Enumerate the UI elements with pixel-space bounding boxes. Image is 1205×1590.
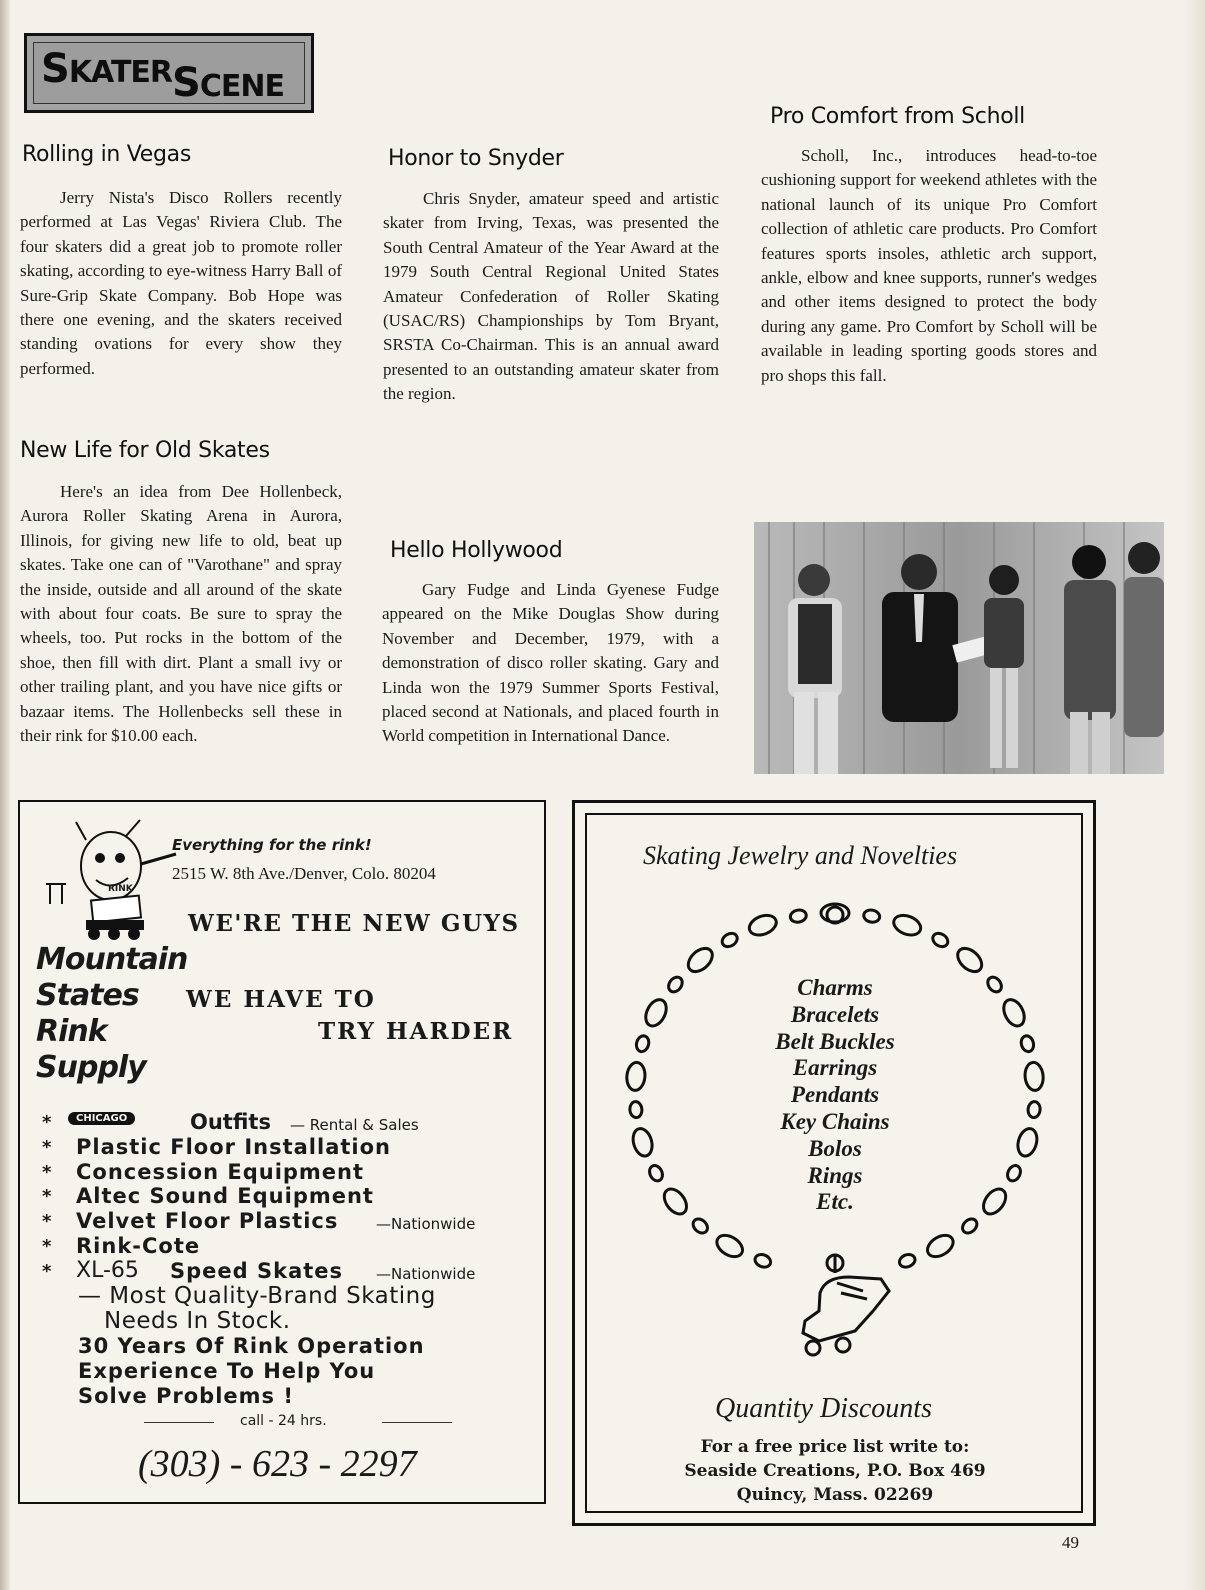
jewelry-item: Pendants [790,1082,880,1108]
chain-link [930,931,950,950]
ad-mountain-states-rink-supply [18,800,546,1504]
rink-line-outfits: Outfits [190,1110,271,1134]
chain-link [1019,1034,1035,1053]
rink-line-plastic-floor: Plastic Floor Installation [76,1135,391,1159]
chain-link [891,912,924,939]
chain-link [1015,1126,1040,1158]
rink-line-velvet: Velvet Floor Plastics [76,1209,339,1233]
jewelry-contact-line-1: For a free price list write to: [700,1437,970,1457]
chain-link [960,1216,980,1236]
article-title-vegas: Rolling in Vegas [22,142,192,167]
chain-link [713,1231,746,1261]
article-body-scholl: Scholl, Inc., introduces head-to-toe cushioning support for weekend athletes with the national launch of its unique Pro Comfort collection of athletic care products. Pro Comfort features sports insoles, athletic arch support, ankle, elbow and knee supports, runner's wedges and other items designed to protect the body during any game. Pro Comfort by Scholl will be available in leading sporting goods stores and pro shops this fall. [761,146,1097,385]
rink-ad-slogan: Everything for the rink! [172,836,372,854]
chain-link [1000,996,1029,1029]
rink-line-outfits-sub: — Rental & Sales [290,1116,419,1134]
bullet-star-icon: * [42,1261,52,1282]
article-title-old-skates: New Life for Old Skates [20,438,270,463]
chain-link [985,975,1004,995]
rink-sign-label: RINK [108,884,133,894]
rink-line-velvet-sub: —Nationwide [376,1215,476,1233]
rink-quality-line-2: Needs In Stock. [104,1308,291,1334]
bullet-star-icon: * [42,1186,52,1207]
rink-line-speed-skates-sub: —Nationwide [376,1265,476,1283]
bullet-star-icon: * [42,1137,52,1158]
chain-link [898,1252,917,1269]
rink-ad-try-2: TRY HARDER [318,1018,514,1045]
logo-letter-2: S [172,60,200,106]
jewelry-quantity-discounts: Quantity Discounts [715,1393,932,1424]
page-binding-shadow [0,0,10,1590]
rink-experience-1: 30 Years Of Rink Operation [78,1334,425,1358]
brand-mountain: Mountain [36,942,188,977]
logo-word-1: KATER [68,55,173,90]
jewelry-item: Etc. [816,1189,854,1215]
chain-link [863,909,881,924]
rink-experience-3: Solve Problems ! [78,1384,294,1408]
rink-mascot-icon [36,814,186,944]
skater-scene-logo [24,33,314,113]
rink-phone-number: (303) - 623 - 2297 [138,1443,417,1485]
jewelry-item: Earrings [792,1055,878,1081]
chain-link [642,996,671,1029]
chain-link [979,1185,1010,1218]
jewelry-item: Bolos [808,1135,862,1161]
jewelry-ad-title: Skating Jewelry and Novelties [643,841,958,870]
rink-ad-address: 2515 W. 8th Ave./Denver, Colo. 80204 [172,864,436,883]
brand-supply: Supply [36,1050,146,1085]
chicago-badge: CHICAGO [68,1112,135,1125]
brand-rink: Rink [36,1014,107,1049]
article-title-snyder: Honor to Snyder [388,146,564,171]
jewelry-item-list [695,975,975,1216]
article-body-vegas: Jerry Nista's Disco Rollers recently performed at Las Vegas' Riviera Club. The four skaters did a great job to promote roller skating, according to eye-witness Harry Ball of Sure-Grip Skate Company. Bob Hope was there one evening, and the skaters received standing ovations for every show they performed. [20,188,342,378]
logo-letter-1: S [41,46,69,92]
rink-experience-2: Experience To Help You [78,1359,376,1383]
chain-link [660,1185,691,1218]
chain-link [626,1062,647,1092]
rink-line-speed-skates: Speed Skates [170,1259,344,1283]
rink-line-concession: Concession Equipment [76,1160,365,1184]
jewelry-contact-line-2: Seaside Creations, P.O. Box 469 [684,1461,986,1481]
chain-link [684,944,717,976]
bullet-star-icon: * [42,1162,52,1183]
bullet-star-icon: * [42,1211,52,1232]
chain-link [1024,1062,1045,1092]
jewelry-item: Rings [807,1162,863,1188]
call-rule-left [144,1422,214,1423]
chain-link [924,1231,957,1261]
rink-quality-line-1: — Most Quality-Brand Skating [78,1283,436,1309]
chain-link [1027,1101,1040,1118]
ad-skating-jewelry [572,800,1096,1526]
jewelry-item: Key Chains [780,1108,890,1134]
call-rule-right [382,1422,452,1423]
brand-states: States [36,978,139,1013]
chain-link [690,1216,710,1236]
chain-link [635,1034,651,1053]
rink-line-rink-cote: Rink-Cote [76,1234,201,1258]
rink-ad-new-guys: WE'RE THE NEW GUYS [188,910,520,937]
rink-ad-try-1: WE HAVE TO [186,986,376,1013]
chain-link [1005,1163,1023,1183]
jewelry-item: Charms [797,975,873,1000]
bullet-star-icon: * [42,1236,52,1257]
chain-link [647,1163,665,1183]
article-title-hollywood: Hello Hollywood [390,538,563,563]
article-title-scholl: Pro Comfort from Scholl [770,104,1025,129]
chain-link [746,912,779,939]
rink-call-hours: call - 24 hrs. [240,1413,327,1429]
bullet-star-icon: * [42,1112,52,1133]
jewelry-contact-line-3: Quincy, Mass. 02269 [736,1485,934,1505]
chain-link [789,909,807,924]
rink-line-xl65: XL-65 [76,1258,139,1283]
chain-link [666,975,685,995]
stage-photo [754,522,1164,774]
jewelry-item: Bracelets [790,1001,880,1027]
chain-link [720,931,740,950]
chain-link [629,1101,642,1118]
article-body-hollywood: Gary Fudge and Linda Gyenese Fudge appeared on the Mike Douglas Show during November and December, 1979, with a demonstration of disco roller skating. Gary and Linda won the 1979 Summer Sports Festival, placed second at Nationals, and placed fourth in World competition in International Dance. [382,580,719,746]
chain-link [953,944,986,976]
chain-link [753,1252,772,1269]
logo-word-2: CENE [199,69,284,104]
jewelry-item: Belt Buckles [775,1028,895,1054]
rink-line-altec: Altec Sound Equipment [76,1184,374,1208]
article-body-old-skates: Here's an idea from Dee Hollenbeck, Aurora Roller Skating Arena in Aurora, Illinois, for giving new life to old, beat up skates. Take one can of "Varothane" and spray the inside, outside and all around of the skate with about four coats. Be sure to spray the wheels, too. Put rocks in the bottom of the shoe, then fill with dirt. Plant a small ivy or other trailing plant, and you have nice gifts or bazaar items. The Hollenbecks sell these in their rink for $10.00 each. [20,482,342,746]
page-number: 49 [1062,1533,1079,1552]
page-edge-shadow [1183,0,1205,1590]
chain-link [630,1126,655,1158]
article-body-snyder: Chris Snyder, amateur speed and artistic skater from Irving, Texas, was presented the South Central Amateur of the Year Award at the 1979 South Central Regional United States Amateur Confederation of Roller Skating (USAC/RS) Championships by Tom Bryant, SRSTA Co-Chairman. This is an annual award presented to an outstanding amateur skater from the region. [383,189,719,404]
